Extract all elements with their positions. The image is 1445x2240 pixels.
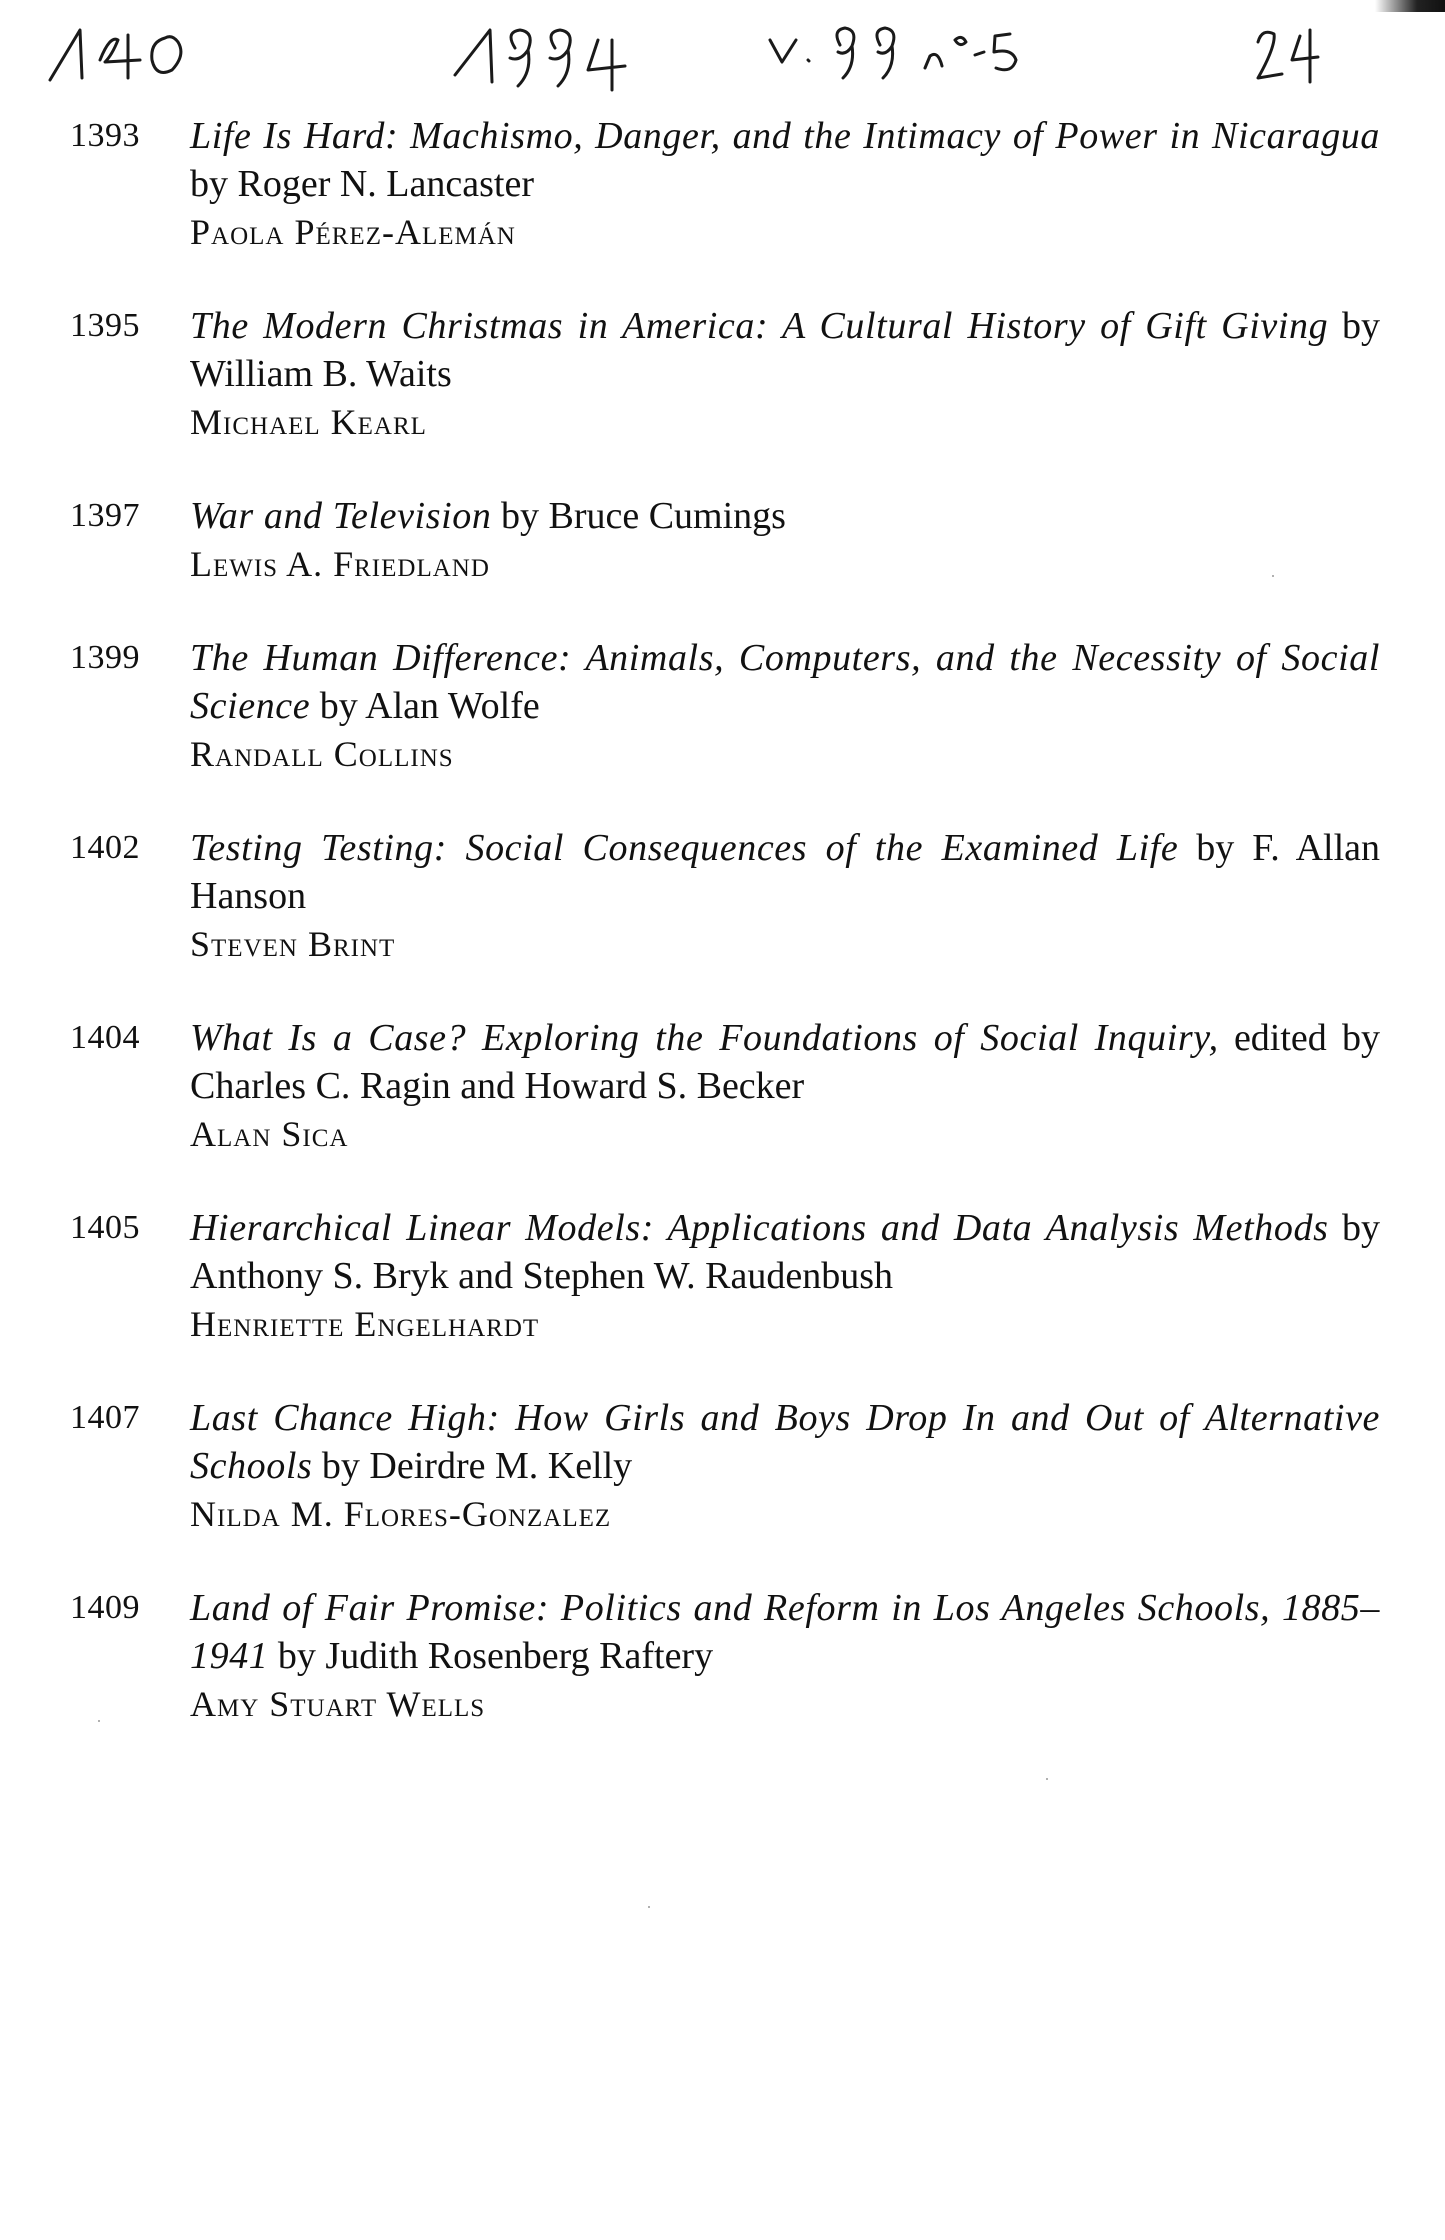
book-author: by Judith Rosenberg Raftery — [268, 1635, 714, 1677]
book-title: Life Is Hard: Machismo, Danger, and the Intimacy of Power in Nicaragua — [190, 115, 1380, 157]
entry-citation — [190, 112, 1380, 208]
book-author: by William B. Waits — [190, 305, 1380, 395]
review-entry — [70, 112, 1380, 256]
entry-citation — [190, 1584, 1380, 1680]
entry-body — [190, 302, 1380, 446]
book-title: The Human Difference: Animals, Computers, and the Necessity of Social Science — [190, 637, 1380, 727]
review-entry — [70, 1394, 1380, 1538]
scan-speck — [98, 1720, 100, 1722]
entry-citation — [190, 1394, 1380, 1490]
review-entry — [70, 634, 1380, 778]
review-entry — [70, 1014, 1380, 1158]
book-title: What Is a Case? Exploring the Foundations of Social Inquiry, — [190, 1017, 1219, 1059]
reviewer-name: Alan Sica — [190, 1114, 349, 1154]
page-number: 1405 — [70, 1209, 140, 1246]
review-entry — [70, 1204, 1380, 1348]
book-title: Hierarchical Linear Models: Applications and Data Analysis Methods — [190, 1207, 1329, 1249]
book-author: by Deirdre M. Kelly — [312, 1445, 633, 1487]
review-entry — [70, 1584, 1380, 1728]
reviewer-name: Nilda M. Flores-Gonzalez — [190, 1494, 612, 1534]
book-author: by Anthony S. Bryk and Stephen W. Raudenbush — [190, 1207, 1380, 1297]
review-entry — [70, 302, 1380, 446]
entry-citation — [190, 824, 1380, 920]
book-title: Last Chance High: How Girls and Boys Drop In and Out of Alternative Schools — [190, 1397, 1380, 1487]
page-number: 1397 — [70, 497, 140, 534]
book-title: War and Television — [190, 495, 492, 537]
review-list — [70, 112, 1380, 1774]
page-number: 1402 — [70, 829, 140, 866]
entry-body — [190, 1204, 1380, 1348]
book-author: edited by Charles C. Ragin and Howard S. Becker — [190, 1017, 1380, 1107]
handwritten-volume — [770, 28, 1016, 78]
entry-body — [190, 112, 1380, 256]
review-entry — [70, 824, 1380, 968]
entry-citation — [190, 1014, 1380, 1110]
scan-speck — [1272, 575, 1274, 577]
book-title: Land of Fair Promise: Politics and Reform in Los Angeles Schools, 1885–1941 — [190, 1587, 1380, 1677]
book-title: Testing Testing: Social Consequences of the Examined Life — [190, 827, 1179, 869]
entry-citation — [190, 492, 1380, 540]
page-number: 1407 — [70, 1399, 140, 1436]
reviewer-name: Amy Stuart Wells — [190, 1684, 486, 1724]
page-number: 1395 — [70, 307, 140, 344]
page-number: 1393 — [70, 117, 140, 154]
entry-citation — [190, 302, 1380, 398]
entry-citation — [190, 634, 1380, 730]
reviewer-name: Henriette Engelhardt — [190, 1304, 540, 1344]
handwritten-24 — [1258, 30, 1318, 82]
entry-body — [190, 1014, 1380, 1158]
reviewer-name: Steven Brint — [190, 924, 396, 964]
book-author: by Bruce Cumings — [491, 495, 786, 537]
entry-body — [190, 634, 1380, 778]
handwritten-140 — [50, 30, 181, 80]
scan-speck — [648, 1906, 650, 1908]
reviewer-name: Michael Kearl — [190, 402, 427, 442]
handwriting-drawing — [0, 0, 1445, 110]
page-number: 1404 — [70, 1019, 140, 1056]
entry-body — [190, 492, 1380, 588]
entry-body — [190, 1394, 1380, 1538]
entry-body — [190, 1584, 1380, 1728]
review-entry — [70, 492, 1380, 588]
reviewer-name: Paola Pérez-Alemán — [190, 212, 516, 252]
reviewer-name: Randall Collins — [190, 734, 454, 774]
page-number: 1399 — [70, 639, 140, 676]
entry-body — [190, 824, 1380, 968]
handwritten-annotations — [0, 0, 1445, 110]
book-author: by F. Allan Hanson — [190, 827, 1381, 917]
book-author: by Roger N. Lancaster — [190, 163, 534, 205]
entry-citation — [190, 1204, 1380, 1300]
scan-speck — [1046, 1778, 1048, 1780]
handwritten-1994 — [455, 30, 625, 90]
reviewer-name: Lewis A. Friedland — [190, 544, 490, 584]
book-author: by Alan Wolfe — [310, 685, 540, 727]
page-number: 1409 — [70, 1589, 140, 1626]
book-title: The Modern Christmas in America: A Cultural History of Gift Giving — [190, 305, 1329, 347]
